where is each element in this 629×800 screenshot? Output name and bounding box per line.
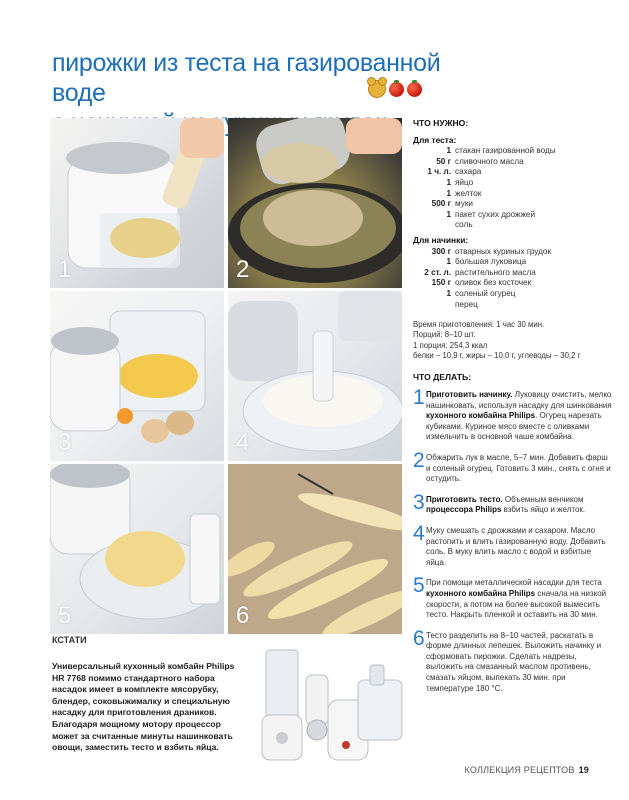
step-number: 4 [413,521,425,545]
photo-number: 3 [58,429,72,456]
step-photo-4 [228,291,402,461]
step-number: 1 [413,386,425,409]
frying-pan-image [228,118,402,288]
ingredient-name: сахара [455,167,482,177]
dough-ingredient [413,157,613,168]
ingredient-quantity: 500 г [431,199,451,209]
ingredient-name: желток [455,188,482,198]
ingredient-quantity: 1 [446,177,451,187]
ingredient-name: соль [455,220,473,230]
instruction-step [413,386,613,443]
whisk-image [50,291,224,461]
photo-number: 2 [236,256,250,283]
meta-line: Время приготовления: 1 час 30 мин. [413,320,545,330]
food-processor-image [50,118,224,288]
step-text: При помощи металлической насадки для теста кухонного комбайна Philips сначала на низкой скорости, а потом на более высокой вымесить тесто. Накрыть пленкой и оставить на 30 мин. [426,578,607,620]
aside-heading: КСТАТИ [52,635,87,645]
ingredient-quantity: 1 ч. л. [427,167,451,177]
ingredient-name: большая луковица [455,257,527,267]
dough-ingredient [413,199,613,210]
step-text: Тесто разделить на 8–10 частей, раскатать в форме длинных лепешек. Выложить начинку и сформовать пирожки. Сделать надрезы, выложить на смазанный маслом противень, смазать яйцом, выпекать 30 мин. при температуре 180 °С. [426,630,602,693]
flour-bowl-image [228,291,402,461]
ingredients-panel [413,118,613,361]
recipe-meta [413,320,613,361]
kitchen-appliance-image [258,640,406,765]
step-photo-5 [50,464,224,634]
appliance-photo [258,640,406,765]
photo-number: 4 [236,429,250,456]
dough-ingredient [413,167,613,178]
ingredient-name: сливочного масла [455,156,524,166]
photo-number: 1 [58,256,72,283]
ingredients-heading: ЧТО НУЖНО: [413,118,469,128]
instructions-heading: ЧТО ДЕЛАТЬ: [413,372,472,382]
ingredient-quantity [413,300,455,311]
ingredient-name: оливок без косточек [455,278,532,288]
ingredient-quantity [413,220,455,231]
page-number: 19 [578,765,589,775]
instruction-step [413,521,613,568]
title-line-1: пирожки из теста на газированной воде [52,49,441,107]
filling-ingredient [413,268,613,279]
filling-ingredient [413,247,613,258]
photo-number: 6 [236,602,250,629]
dough-ingredient-list [413,146,613,231]
dough-ingredient [413,189,613,200]
ingredient-name: муки [455,199,473,209]
meta-line: 1 порция: 254,3 ккал [413,340,488,350]
page-footer [465,765,589,775]
step-number: 2 [413,448,425,472]
ingredient-quantity: 1 [446,257,451,267]
filling-ingredient [413,289,613,300]
meta-line: белки – 10,9 г, жиры – 10,0 г, углеводы – 30,2 г [413,350,581,360]
ingredient-name: пакет сухих дрожжей [455,209,536,219]
ingredient-quantity: 150 г [431,278,451,288]
ingredient-quantity: 2 ст. л. [424,267,451,277]
step-number: 5 [413,574,425,598]
step-photo-2 [228,118,402,288]
step-text: Приготовить тесто. Объемным венчиком процессора Philips взбить яйцо и желток. [426,494,586,515]
instruction-list [413,386,613,694]
photo-number: 5 [58,602,72,629]
ingredient-name: растительного масла [455,267,536,277]
instruction-step [413,626,613,695]
difficulty-icons [368,80,422,98]
step-photos [50,118,402,633]
ingredient-quantity: 50 г [436,156,451,166]
meta-line: Порций: 8–10 шт. [413,330,476,340]
bear-icon [368,80,386,98]
dough-kneading-image [50,464,224,634]
ingredient-quantity: 1 [446,209,451,219]
instruction-step [413,490,613,516]
step-text: Муку смешать с дрожжами и сахаром. Масло растопить и влить газированную воду. Добавить соль. В муку влить масло с водой и взбитые яйца. [426,525,606,567]
filling-ingredient [413,300,613,311]
ingredient-quantity: 300 г [431,246,451,256]
instruction-step [413,574,613,620]
ingredient-name: яйцо [455,177,474,187]
instructions-panel [413,372,613,704]
dough-ingredient [413,210,613,221]
ingredient-name: отварных куриных грудок [455,246,552,256]
collection-label: КОЛЛЕКЦИЯ РЕЦЕПТОВ [464,765,575,775]
dough-ingredient [413,220,613,231]
pastries-image [228,464,402,634]
dough-ingredient [413,178,613,189]
step-photo-3 [50,291,224,461]
dough-ingredient [413,146,613,157]
tomato-icon [389,82,404,97]
tomato-icon [407,82,422,97]
step-text: Обжарить лук в масле, 5–7 мин. Добавить фарш и соленый огурец. Готовить 3 мин., снять с огня и остудить. [426,452,611,484]
filling-ingredient [413,278,613,289]
step-number: 6 [413,626,425,650]
ingredient-quantity: 1 [446,146,451,156]
ingredient-name: стакан газированной воды [455,146,556,156]
filling-ingredient [413,257,613,268]
ingredient-name: перец [455,299,478,309]
aside-text: Универсальный кухонный комбайн Philips HR 7768 помимо стандартного набора насадок имеет в комплекте мясорубку, блендер, соковыжималку и специальную насадку для приготовления драников. Благодаря мощному мотору процессор может за считанные минуты нашинковать овощи, заместить тесто и взбить яйца. [52,661,235,753]
step-number: 3 [413,490,425,514]
step-photo-1 [50,118,224,288]
ingredient-name: соленый огурец [455,288,516,298]
step-text: Приготовить начинку. Луковицу очистить, мелко нашинковать, используя насадку для шинкования кухонного комбайна Philips. Огурец нарезать кубиками. Куриное мясо вместе с оливками измельчить в основной чаше комбайна. [426,390,612,442]
filling-heading: Для начинки: [413,234,469,245]
instruction-step [413,448,613,485]
step-photo-6 [228,464,402,634]
ingredient-quantity: 1 [446,188,451,198]
ingredient-quantity: 1 [446,288,451,298]
filling-ingredient-list [413,247,613,311]
dough-heading: Для теста: [413,134,457,145]
